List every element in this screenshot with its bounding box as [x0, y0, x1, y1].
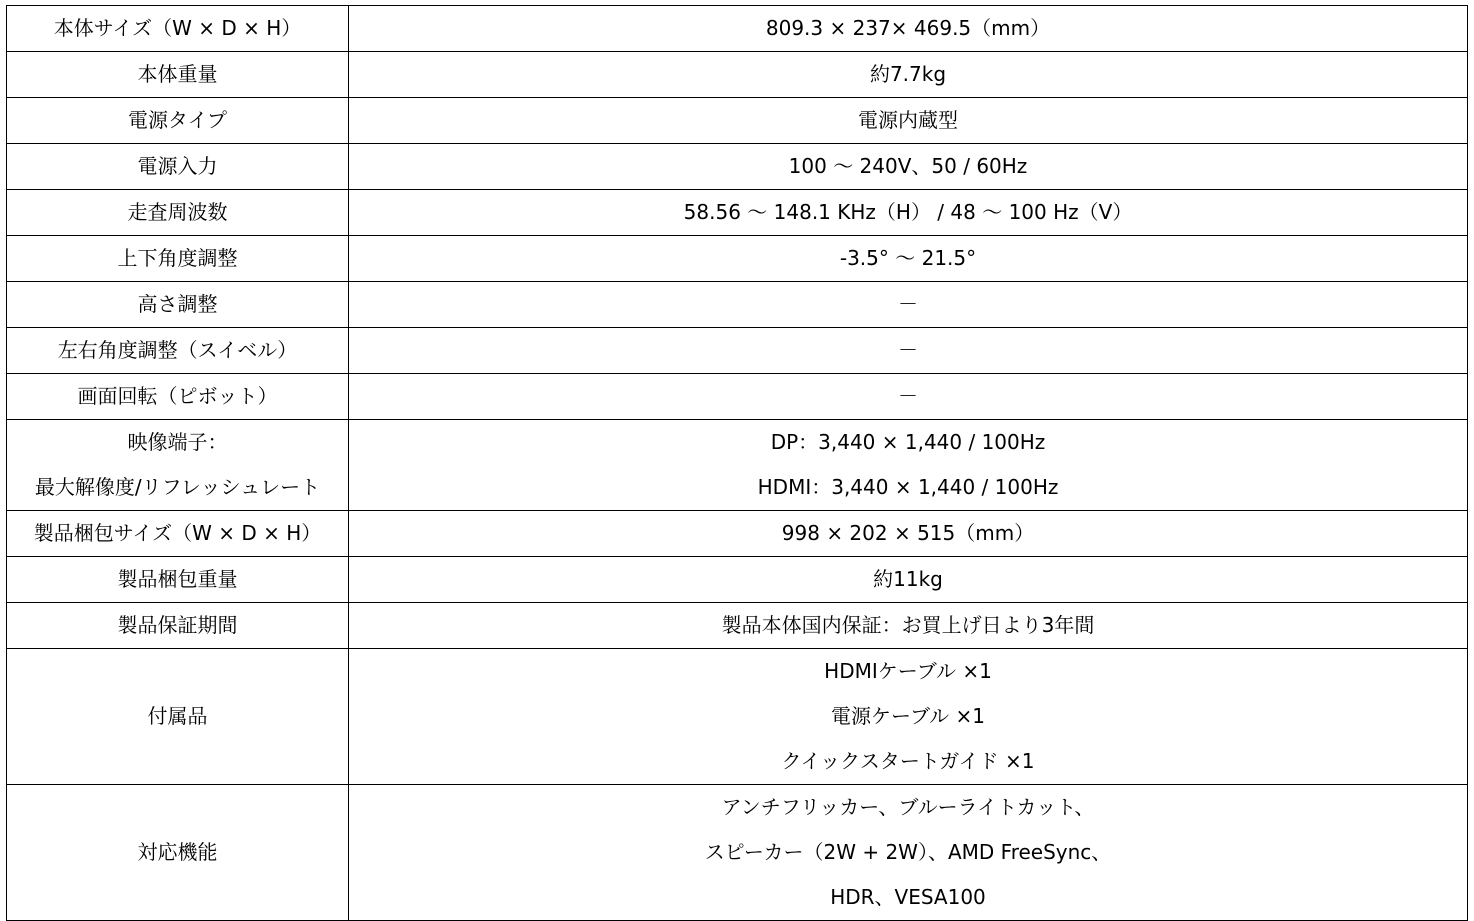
row-value [349, 282, 1468, 328]
label-line: 高さ調整 [137, 292, 218, 316]
table-row [7, 649, 1468, 785]
table-row [7, 98, 1468, 144]
label-line: 電源入力 [137, 154, 218, 178]
row-label [7, 236, 349, 282]
value-line: HDR、VESA100 [830, 885, 986, 909]
table-row [7, 144, 1468, 190]
table-row [7, 420, 1468, 511]
value-line: 58.56 ～ 148.1 KHz（H） / 48 ～ 100 Hz（V） [683, 200, 1133, 224]
row-label [7, 328, 349, 374]
value-line: 998 × 202 × 515（mm） [781, 521, 1035, 545]
value-line: スピーカー（2W + 2W）、AMD FreeSync、 [704, 840, 1112, 864]
row-label [7, 52, 349, 98]
table-row [7, 328, 1468, 374]
row-label [7, 785, 349, 921]
value-line: 製品本体国内保証：お買上げ日より3年間 [721, 613, 1095, 637]
row-value [349, 785, 1468, 921]
label-line: 本体サイズ（W × D × H） [53, 16, 302, 40]
table-row [7, 236, 1468, 282]
value-line: クイックスタートガイド ×1 [781, 749, 1035, 773]
label-line: 製品保証期間 [117, 613, 238, 637]
row-value [349, 374, 1468, 420]
label-line: 製品梱包サイズ（W × D × H） [33, 521, 322, 545]
row-label [7, 6, 349, 52]
label-line: 画面回転（ピボット） [77, 384, 278, 408]
value-line: HDMIケーブル ×1 [824, 659, 992, 683]
value-line: 約7.7kg [869, 62, 947, 86]
row-value [349, 557, 1468, 603]
value-line: HDMI：3,440 × 1,440 / 100Hz [757, 475, 1059, 499]
spec-table [6, 5, 1468, 921]
row-label [7, 511, 349, 557]
table-row [7, 6, 1468, 52]
value-line: 約11kg [873, 567, 943, 591]
label-line: 電源タイプ [128, 108, 227, 132]
table-row [7, 557, 1468, 603]
value-line: － [898, 384, 918, 408]
row-value [349, 98, 1468, 144]
row-value [349, 236, 1468, 282]
table-row [7, 190, 1468, 236]
row-label [7, 420, 349, 511]
row-label [7, 282, 349, 328]
label-line: 上下角度調整 [117, 246, 238, 270]
value-line: 809.3 × 237× 469.5（mm） [765, 16, 1051, 40]
row-value [349, 420, 1468, 511]
table-row [7, 282, 1468, 328]
value-line: － [898, 338, 918, 362]
value-line: 100 ～ 240V、50 / 60Hz [788, 154, 1028, 178]
label-line: 本体重量 [137, 62, 218, 86]
label-line: 走査周波数 [127, 200, 228, 224]
row-value [349, 190, 1468, 236]
row-label [7, 649, 349, 785]
row-label [7, 603, 349, 649]
row-label [7, 190, 349, 236]
value-line: 電源内蔵型 [858, 108, 958, 132]
label-line: 映像端子： [127, 430, 228, 454]
table-row [7, 603, 1468, 649]
table-row [7, 52, 1468, 98]
value-line: 電源ケーブル ×1 [830, 704, 986, 728]
table-row [7, 785, 1468, 921]
row-label [7, 98, 349, 144]
row-label [7, 374, 349, 420]
label-line: 左右角度調整（スイベル） [57, 338, 298, 362]
value-line: -3.5° ～ 21.5° [839, 246, 977, 270]
row-value [349, 144, 1468, 190]
row-value [349, 603, 1468, 649]
row-value [349, 328, 1468, 374]
value-line: DP：3,440 × 1,440 / 100Hz [770, 430, 1046, 454]
row-value [349, 649, 1468, 785]
row-value [349, 6, 1468, 52]
row-value [349, 52, 1468, 98]
value-line: アンチフリッカー、ブルーライトカット、 [721, 795, 1095, 819]
label-line: 製品梱包重量 [117, 567, 238, 591]
label-line: 付属品 [147, 704, 208, 728]
table-row [7, 374, 1468, 420]
row-label [7, 557, 349, 603]
label-line: 対応機能 [137, 840, 218, 864]
label-line: 最大解像度/リフレッシュレート [34, 475, 321, 499]
row-label [7, 144, 349, 190]
table-row [7, 511, 1468, 557]
value-line: － [898, 292, 918, 316]
row-value [349, 511, 1468, 557]
